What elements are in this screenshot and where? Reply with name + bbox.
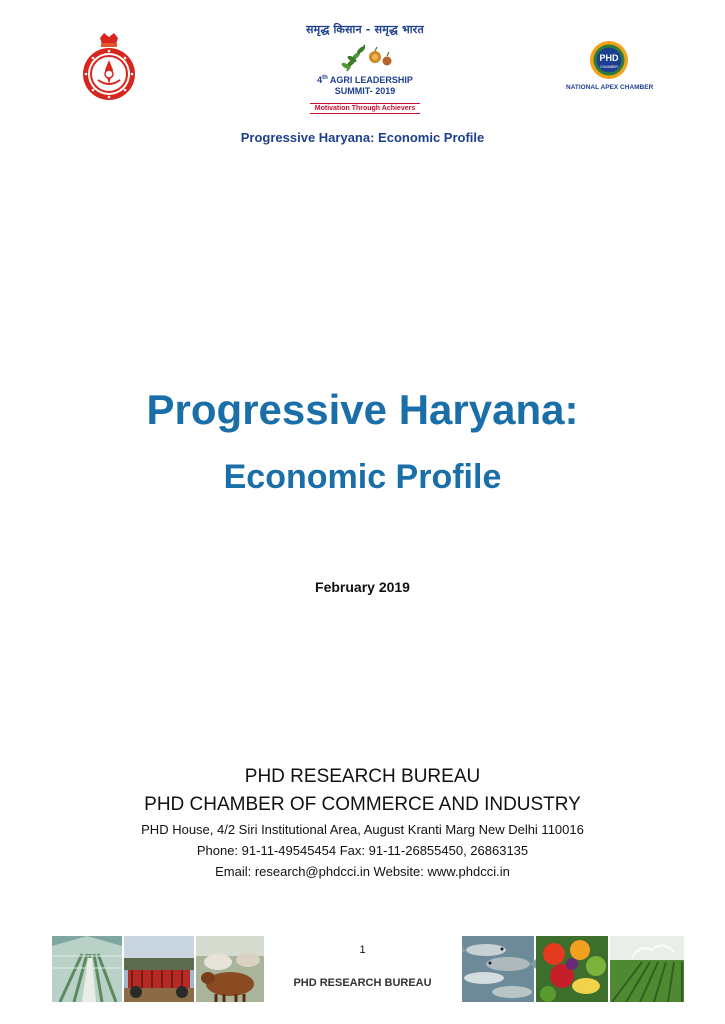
phone-line: Phone: 91-11-49545454 Fax: 91-11-26855450, 26863135 bbox=[196, 843, 529, 858]
organisation-block bbox=[0, 763, 725, 882]
phd-logo-text: PHD bbox=[599, 53, 619, 63]
page-footer bbox=[0, 936, 725, 1008]
address-line: PHD House, 4/2 Siri Institutional Area, August Kranti Marg New Delhi 110016 bbox=[141, 822, 584, 837]
fish-photo bbox=[462, 936, 536, 1002]
document-subtitle: Economic Profile bbox=[223, 458, 502, 496]
document-title: Progressive Haryana: bbox=[146, 386, 579, 433]
bureau-name: PHD RESEARCH BUREAU bbox=[244, 766, 481, 787]
phd-logo-subtext: CHAMBER bbox=[600, 65, 618, 69]
agri-summit-emblem-icon bbox=[325, 39, 405, 73]
page-header bbox=[0, 0, 725, 160]
vegetables-photo bbox=[536, 936, 608, 1002]
footer-label: PHD RESEARCH BUREAU bbox=[293, 977, 432, 989]
page-number: 1 bbox=[359, 944, 366, 956]
agri-summit-logo bbox=[290, 22, 440, 126]
irrigation-photo bbox=[610, 936, 684, 1002]
summit-title-line-1: 4th AGRI LEADERSHIP bbox=[317, 75, 413, 85]
publication-date: February 2019 bbox=[315, 579, 410, 595]
contact-line: Email: research@phdcci.in Website: www.phdcci.in bbox=[215, 864, 510, 879]
phd-chamber-logo-icon bbox=[589, 40, 629, 80]
chamber-name: PHD CHAMBER OF COMMERCE AND INDUSTRY bbox=[144, 794, 581, 815]
header-subtitle: Progressive Haryana: Economic Profile bbox=[240, 130, 485, 145]
haryana-government-seal-icon bbox=[78, 32, 140, 102]
phd-chamber-logo bbox=[566, 40, 652, 100]
summit-motto: Motivation Through Achievers bbox=[310, 103, 420, 114]
apex-label: NATIONAL APEX CHAMBER bbox=[566, 84, 654, 91]
agriculture-photo-strip-right bbox=[462, 936, 684, 1002]
summit-title-line-2: SUMMIT- 2019 bbox=[334, 86, 396, 96]
hindi-tagline: समृद्ध किसान - समृद्ध भारत bbox=[306, 23, 424, 36]
